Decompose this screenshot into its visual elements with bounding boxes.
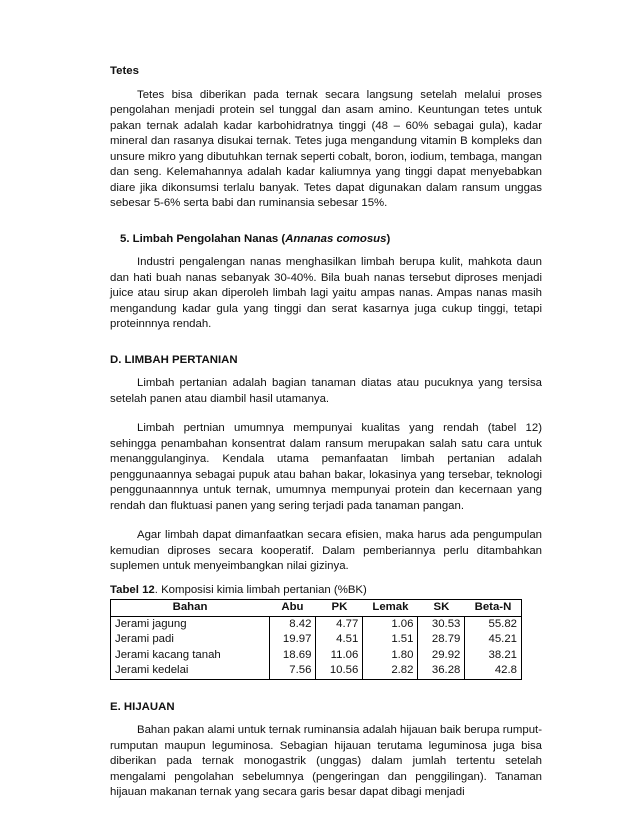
cell-sk: 29.92 xyxy=(418,648,465,664)
table-row xyxy=(111,663,522,679)
heading-nanas-prefix: 5. Limbah Pengolahan Nanas ( xyxy=(120,232,286,245)
paragraph-pertanian-3: Agar limbah dapat dimanfaatkan secara efisien, maka harus ada pengumpulan kemudian diproses secara kooperatif. Dalam pemberiannya perlu ditambahkan suplemen untuk menyeimbangkan nilai gizinya. xyxy=(110,529,542,572)
cell-abu: 19.97 xyxy=(269,632,316,648)
cell-sk: 36.28 xyxy=(418,663,465,679)
heading-limbah-nanas xyxy=(110,232,542,248)
cell-pk: 11.06 xyxy=(316,648,363,664)
cell-pk: 10.56 xyxy=(316,663,363,679)
cell-beta-n: 45.21 xyxy=(465,632,522,648)
table-row xyxy=(111,616,522,632)
col-header-pk: PK xyxy=(316,600,363,617)
table-row xyxy=(111,632,522,648)
paragraph-pertanian-2: Limbah pertnian umumnya mempunyai kualitas yang rendah (tabel 12) sehingga penambahan konsentrat dalam ransum merupakan salah satu cara untuk menanggulanginya. Kendala utama pemanfaatan limbah pertanian adalah penggunaannya sebagai pupuk atau bahan bakar, lokasinya yang tersebar, teknologi penggunaannnya untuk ternak, umumnya mempunyai protein dan kecernaan yang rendah dan fluktuasi panen yang sering terjadi pada tanaman pangan. xyxy=(110,422,542,512)
heading-tetes: Tetes xyxy=(110,65,139,77)
col-header-beta-n: Beta-N xyxy=(465,600,522,617)
cell-pk: 4.77 xyxy=(316,616,363,632)
cell-lemak: 1.51 xyxy=(363,632,418,648)
cell-bahan: Jerami padi xyxy=(111,632,270,648)
heading-nanas-suffix: ) xyxy=(386,232,391,245)
cell-lemak: 1.06 xyxy=(363,616,418,632)
col-header-bahan: Bahan xyxy=(111,600,270,617)
cell-pk: 4.51 xyxy=(316,632,363,648)
cell-abu: 8.42 xyxy=(269,616,316,632)
table-row xyxy=(111,648,522,664)
heading-hijauan: E. HIJAUAN xyxy=(110,700,175,713)
paragraph-tetes: Tetes bisa diberikan pada ternak secara langsung setelah melalui proses pengolahan menjadi protein sel tunggal dan asam amino. Keuntungan tetes untuk pakan ternak adalah kadar karbohidratnya tinggi (48 – 60% sebagai gula), kadar mineral dan rasanya disukai ternak. Tetes juga mengandung vitamin B kompleks dan unsure mikro yang dibutuhkan ternak seperti cobalt, boron, iodium, tembaga, mangan dan seng. Kelemahannya adalah kadar kaliumnya yang tinggi dapat menyebabkan diare jika dikonsumsi terlalu banyak. Tetes dapat digunakan dalam ransum unggas sebesar 5-6% serta babi dan ruminansia sebesar 15%. xyxy=(110,88,542,209)
cell-abu: 18.69 xyxy=(269,648,316,664)
cell-sk: 28.79 xyxy=(418,632,465,648)
composition-table xyxy=(110,599,522,680)
paragraph-nanas: Industri pengalengan nanas menghasilkan limbah berupa kulit, mahkota daun dan hati buah nanas sebanyak 30-40%. Bila buah nanas tersebut diproses menjadi juice atau sirup akan diperoleh limbah lagi yaitu ampas nanas. Ampas nanas masih mengandung kadar gula yang tinggi dan serat kasarnya juga cukup tinggi, tetapi proteinnnya rendah. xyxy=(110,256,542,330)
cell-sk: 30.53 xyxy=(418,616,465,632)
cell-abu: 7.56 xyxy=(269,663,316,679)
paragraph-pertanian-1: Limbah pertanian adalah bagian tanaman diatas atau pucuknya yang tersisa setelah panen atau diambil hasil utamanya. xyxy=(110,377,542,405)
cell-bahan: Jerami kedelai xyxy=(111,663,270,679)
paragraph-hijauan: Bahan pakan alami untuk ternak ruminansia adalah hijauan baik berupa rumput-rumputan maupun leguminosa. Sebagian hijauan terutama leguminosa juga bisa diberikan pada ternak monogastrik (unggas) dalam jumlah tertentu setelah mengalami pengolahan sebelumnya (pengeringan dan penggilingan). Tanaman hijauan makanan ternak yang secara garis besar dapat dibagi menjadi xyxy=(110,724,542,798)
heading-nanas-species: Annanas comosus xyxy=(285,232,387,245)
table-header-row xyxy=(111,600,522,617)
cell-bahan: Jerami kacang tanah xyxy=(111,648,270,664)
table-caption-label: Tabel 12 xyxy=(110,583,155,596)
col-header-sk: SK xyxy=(418,600,465,617)
cell-lemak: 2.82 xyxy=(363,663,418,679)
document-page xyxy=(110,64,542,801)
cell-beta-n: 38.21 xyxy=(465,648,522,664)
cell-bahan: Jerami jagung xyxy=(111,616,270,632)
cell-beta-n: 42.8 xyxy=(465,663,522,679)
cell-beta-n: 55.82 xyxy=(465,616,522,632)
col-header-abu: Abu xyxy=(269,600,316,617)
table-caption-text: . Komposisi kimia limbah pertanian (%BK) xyxy=(154,583,367,596)
table-caption xyxy=(110,583,542,599)
col-header-lemak: Lemak xyxy=(363,600,418,617)
cell-lemak: 1.80 xyxy=(363,648,418,664)
heading-limbah-pertanian: D. LIMBAH PERTANIAN xyxy=(110,353,238,366)
